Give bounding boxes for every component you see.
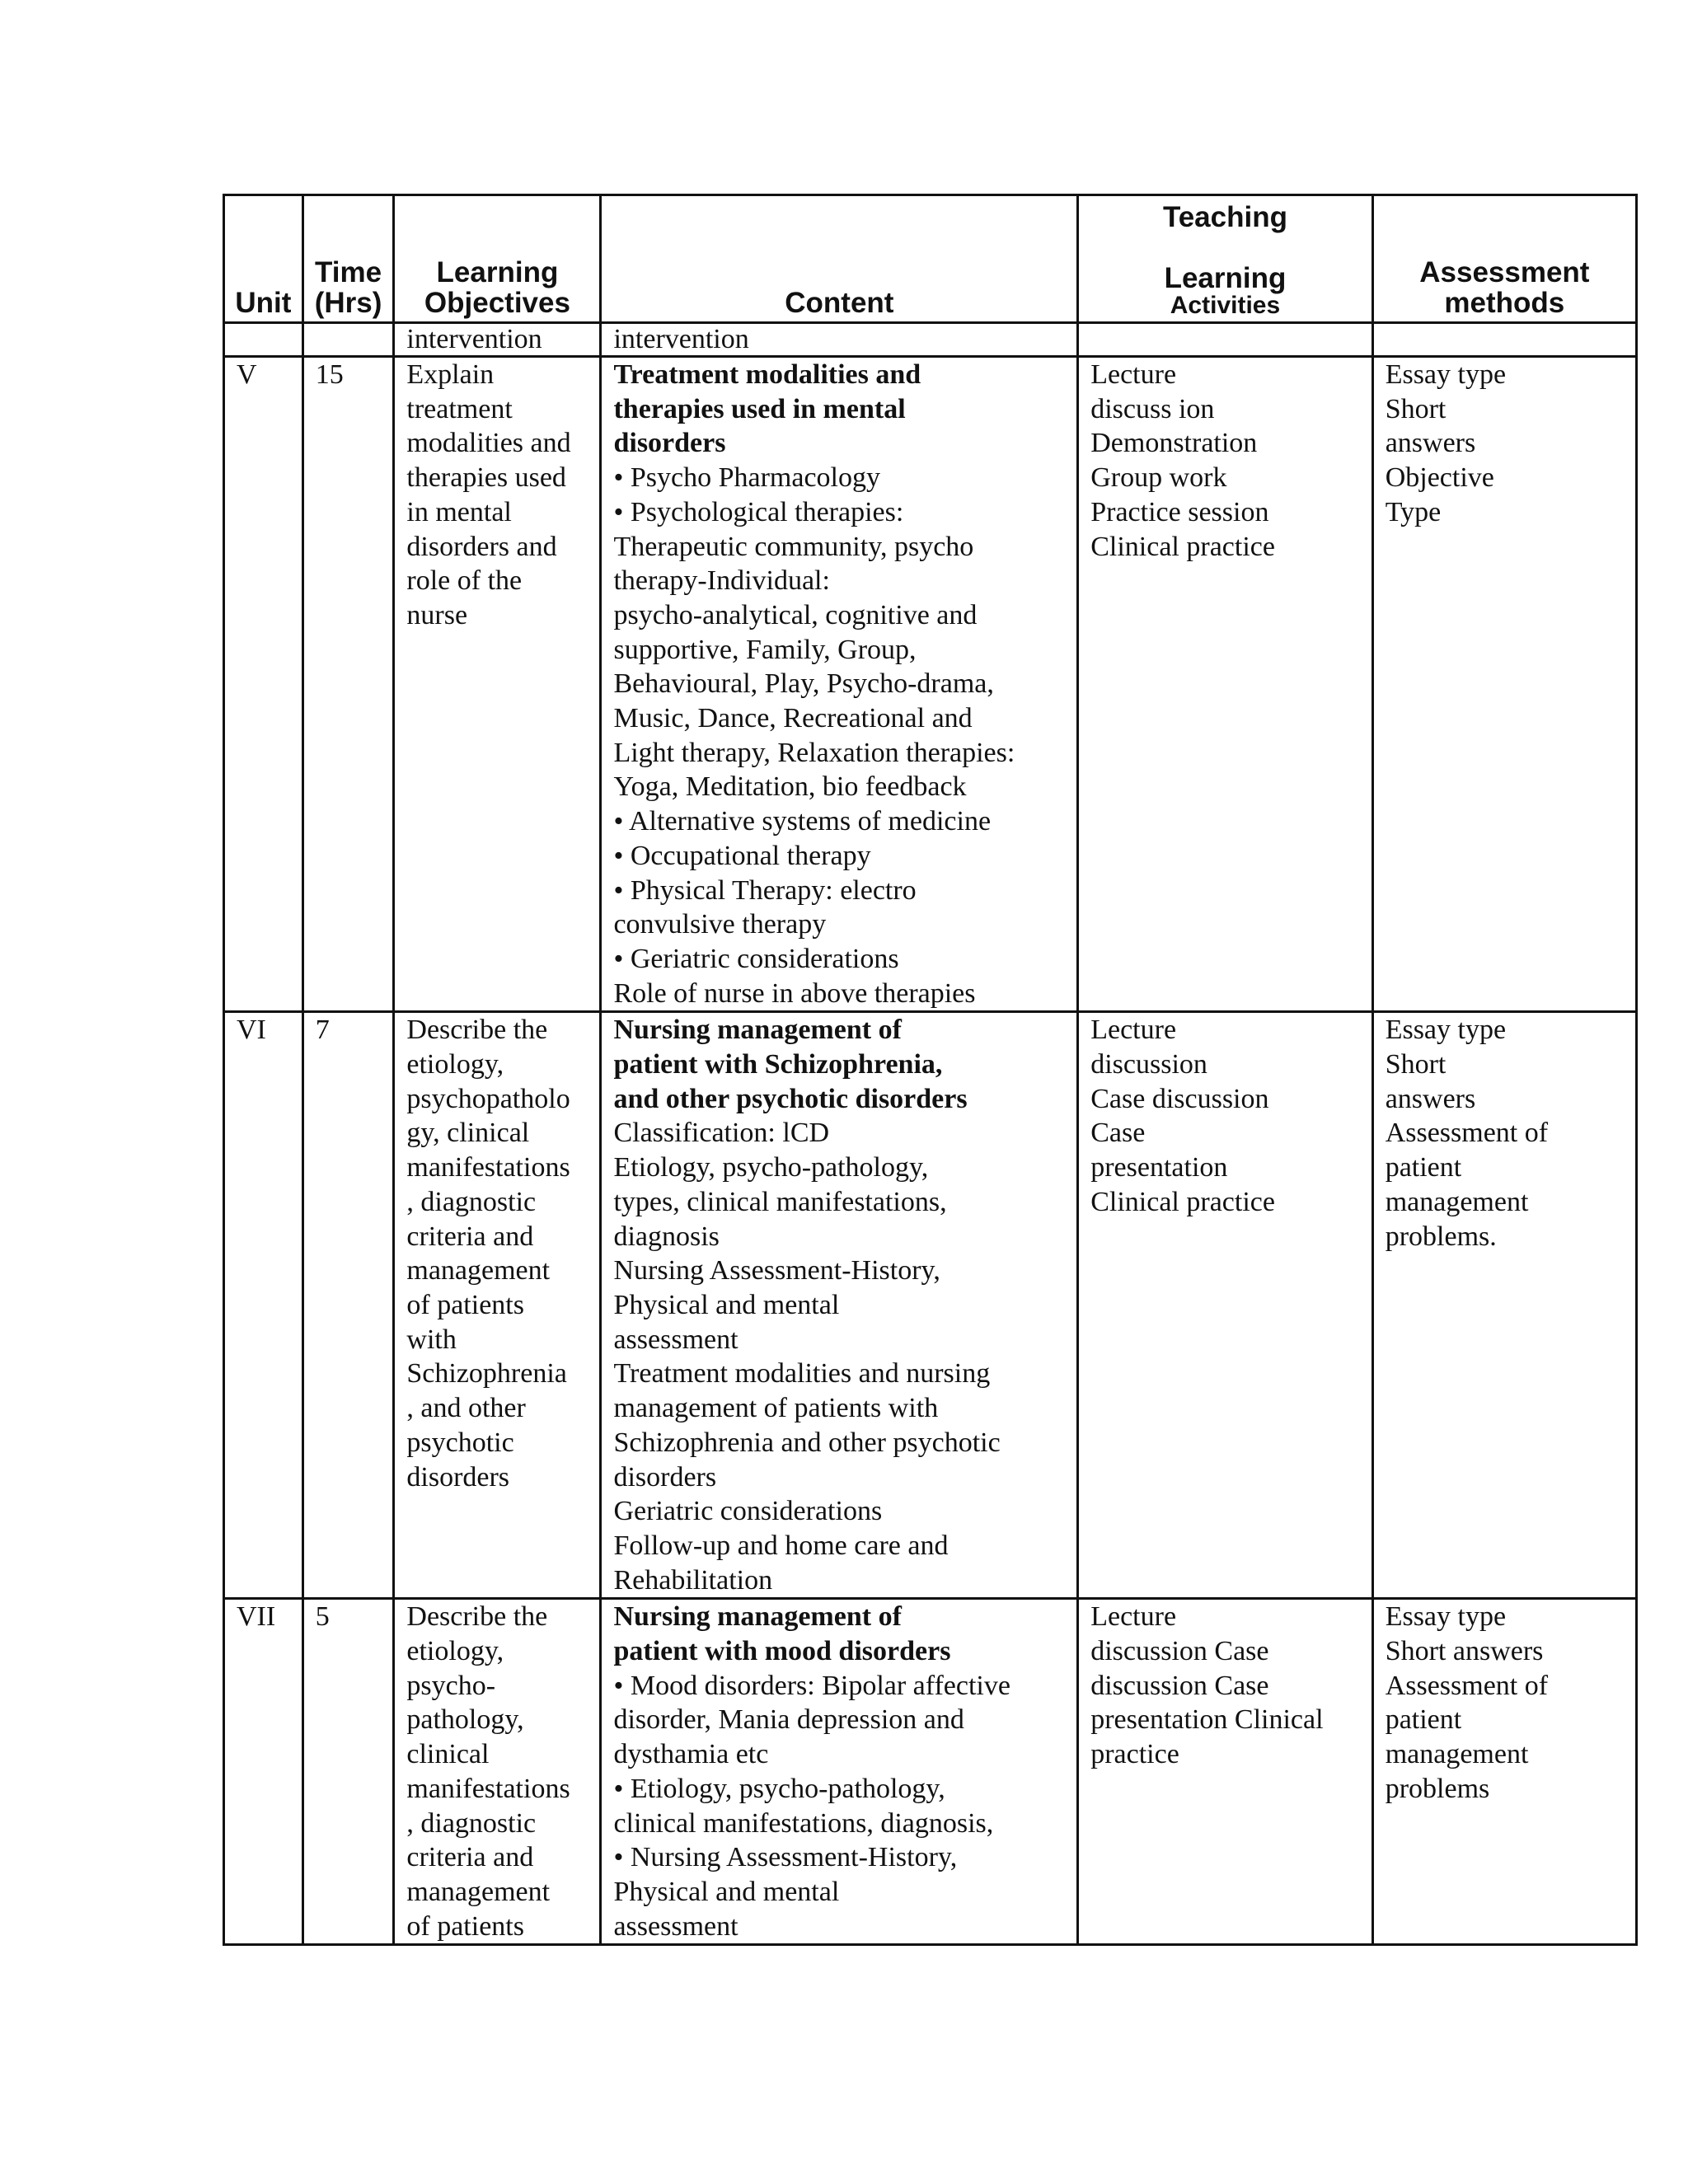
cell-activities-line: Clinical practice: [1090, 531, 1275, 562]
cell-activities-line: discussion: [1090, 1049, 1207, 1080]
cell-objectives-line: modalities and: [406, 428, 571, 459]
cell-content-line: types, clinical manifestations,: [613, 1186, 947, 1217]
unit-row: [224, 1599, 1637, 1945]
cell-content-line: • Psycho Pharmacology: [613, 462, 880, 494]
cell-content-line: Etiology, psycho-pathology,: [613, 1152, 929, 1183]
cell-time: 15: [302, 357, 394, 1012]
cell-activities-line: discussion Case: [1090, 1636, 1269, 1667]
cell-assessment-line: patient: [1385, 1152, 1462, 1183]
cell-content-line: Physical and mental: [613, 1876, 840, 1907]
cell-activities-line: discuss ion: [1090, 393, 1215, 424]
cell-time: 7: [302, 1012, 394, 1599]
cell-content-line: Light therapy, Relaxation therapies:: [613, 737, 1015, 768]
cell-objectives-line: Describe the: [406, 1015, 548, 1046]
cell-assessment-line: Type: [1385, 496, 1442, 527]
cell-objectives-line: disorders: [406, 1461, 510, 1493]
cell-objectives: [394, 1599, 601, 1945]
content-heading-line: therapies used in mental: [613, 393, 906, 424]
cell-assessment-line: Essay type: [1385, 1015, 1507, 1046]
content-heading-line: patient with mood disorders: [613, 1636, 951, 1667]
cell-objectives: intervention: [394, 323, 601, 357]
cell-assessment: [1372, 323, 1636, 357]
cell-objectives-line: of patients: [406, 1289, 524, 1320]
cell-content-line: diagnosis: [613, 1221, 720, 1252]
cell-activities-line: discussion Case: [1090, 1670, 1269, 1701]
cell-assessment-line: Short: [1385, 393, 1447, 424]
cell-content-line: Physical and mental: [613, 1289, 840, 1320]
cell-content-line: disorder, Mania depression and: [613, 1704, 964, 1736]
cell-objectives-line: psychopatholo: [406, 1083, 570, 1114]
cell-activities: [1078, 1599, 1372, 1945]
cell-objectives-line: management: [406, 1876, 551, 1907]
cell-content-line: disorders: [613, 1461, 717, 1493]
cell-unit: V: [224, 357, 303, 1012]
cell-activities-line: presentation: [1090, 1152, 1228, 1183]
cell-objectives-line: of patients: [406, 1910, 524, 1942]
cell-objectives-line: , diagnostic: [406, 1186, 537, 1217]
cell-content-line: supportive, Family, Group,: [613, 634, 917, 665]
cell-objectives-line: treatment: [406, 393, 513, 424]
header-activities: Teaching Learning Activities: [1078, 195, 1372, 323]
cell-content-line: Follow-up and home care and: [613, 1530, 949, 1561]
unit-row: [224, 1012, 1637, 1599]
continued-row: [224, 323, 1637, 357]
cell-assessment: [1372, 1012, 1636, 1599]
content-heading-line: Treatment modalities and: [613, 359, 921, 390]
cell-unit: [224, 323, 303, 357]
cell-assessment-line: answers: [1385, 428, 1476, 459]
cell-objectives-line: manifestations: [406, 1773, 570, 1804]
cell-objectives-line: pathology,: [406, 1704, 524, 1736]
cell-objectives-line: nurse: [406, 599, 468, 630]
cell-content-line: Geriatric considerations: [613, 1496, 883, 1527]
cell-activities: [1078, 323, 1372, 357]
cell-activities-line: Demonstration: [1090, 428, 1258, 459]
cell-activities-line: Clinical practice: [1090, 1186, 1275, 1217]
cell-objectives-line: criteria and: [406, 1221, 534, 1252]
content-heading-line: patient with Schizophrenia,: [613, 1049, 943, 1080]
header-time: Time (Hrs): [302, 195, 394, 323]
cell-activities-line: Lecture: [1090, 1601, 1177, 1633]
cell-assessment: [1372, 357, 1636, 1012]
cell-content-line: clinical manifestations, diagnosis,: [613, 1807, 994, 1839]
syllabus-table: [223, 194, 1638, 1946]
cell-objectives-line: Describe the: [406, 1601, 548, 1633]
cell-content-line: Behavioural, Play, Psycho-drama,: [613, 668, 994, 700]
unit-row: [224, 357, 1637, 1012]
cell-content-line: Rehabilitation: [613, 1564, 773, 1596]
content-heading-line: and other psychotic disorders: [613, 1083, 968, 1114]
cell-content-line: Therapeutic community, psycho: [613, 531, 974, 562]
content-heading-line: Nursing management of: [613, 1015, 902, 1046]
cell-content-line: management of patients with: [613, 1393, 939, 1424]
cell-objectives-line: disorders and: [406, 531, 557, 562]
cell-objectives-line: therapies used: [406, 462, 566, 494]
cell-objectives-line: role of the: [406, 565, 523, 597]
cell-objectives-line: , and other: [406, 1393, 526, 1424]
cell-objectives-line: Schizophrenia: [406, 1358, 567, 1390]
cell-activities-line: Lecture: [1090, 359, 1177, 390]
cell-assessment-line: Short answers: [1385, 1636, 1544, 1667]
content-heading-line: Nursing management of: [613, 1601, 902, 1633]
cell-time: 5: [302, 1599, 394, 1945]
cell-objectives: [394, 1012, 601, 1599]
cell-assessment-line: Assessment of: [1385, 1118, 1549, 1149]
cell-activities: [1078, 357, 1372, 1012]
cell-activities: [1078, 1012, 1372, 1599]
cell-content-line: • Psychological therapies:: [613, 496, 904, 527]
cell-content-line: • Occupational therapy: [613, 840, 871, 871]
cell-assessment-line: patient: [1385, 1704, 1462, 1736]
cell-content: intervention: [601, 323, 1078, 357]
cell-content-line: • Etiology, psycho-pathology,: [613, 1773, 945, 1804]
cell-content: [601, 1599, 1078, 1945]
header-assessment: Assessment methods: [1372, 195, 1636, 323]
cell-content-line: • Alternative systems of medicine: [613, 806, 992, 837]
cell-content-line: psycho-analytical, cognitive and: [613, 599, 978, 630]
cell-assessment-line: Objective: [1385, 462, 1494, 494]
cell-content-line: Schizophrenia and other psychotic: [613, 1427, 1001, 1458]
cell-objectives-line: clinical: [406, 1739, 490, 1770]
cell-content-line: dysthamia etc: [613, 1739, 769, 1770]
cell-objectives-line: with: [406, 1324, 457, 1355]
cell-activities-line: Lecture: [1090, 1015, 1177, 1046]
cell-objectives-line: etiology,: [406, 1636, 504, 1667]
cell-assessment-line: Short: [1385, 1049, 1447, 1080]
cell-objectives-line: etiology,: [406, 1049, 504, 1080]
cell-content-line: Role of nurse in above therapies: [613, 977, 976, 1009]
cell-content-line: assessment: [613, 1324, 738, 1355]
cell-assessment-line: answers: [1385, 1083, 1476, 1114]
content-heading-line: disorders: [613, 428, 726, 459]
cell-assessment-line: management: [1385, 1739, 1529, 1770]
cell-assessment-line: problems.: [1385, 1221, 1497, 1252]
cell-content: [601, 357, 1078, 1012]
cell-activities-line: Case discussion: [1090, 1083, 1269, 1114]
cell-content-line: Nursing Assessment-History,: [613, 1255, 940, 1286]
cell-unit: VI: [224, 1012, 303, 1599]
cell-activities-line: presentation Clinical: [1090, 1704, 1324, 1736]
cell-content-line: • Geriatric considerations: [613, 943, 899, 974]
cell-activities-line: Case: [1090, 1118, 1146, 1149]
cell-activities-line: Practice session: [1090, 496, 1269, 527]
cell-content-line: • Physical Therapy: electro: [613, 874, 917, 906]
cell-assessment: [1372, 1599, 1636, 1945]
cell-objectives-line: psycho-: [406, 1670, 496, 1701]
cell-time: [302, 323, 394, 357]
cell-objectives: [394, 357, 601, 1012]
header-unit: Unit: [224, 195, 303, 323]
cell-objectives-line: Explain: [406, 359, 495, 390]
cell-content: [601, 1012, 1078, 1599]
cell-content-line: assessment: [613, 1910, 738, 1942]
cell-content-line: Classification: lCD: [613, 1118, 830, 1149]
cell-assessment-line: management: [1385, 1186, 1529, 1217]
cell-objectives-line: criteria and: [406, 1842, 534, 1873]
cell-content-line: Music, Dance, Recreational and: [613, 703, 973, 734]
cell-activities-line: Group work: [1090, 462, 1227, 494]
header-content: Content: [601, 195, 1078, 323]
cell-activities-line: practice: [1090, 1739, 1179, 1770]
cell-assessment-line: problems: [1385, 1773, 1490, 1804]
cell-assessment-line: Assessment of: [1385, 1670, 1549, 1701]
cell-content-line: convulsive therapy: [613, 909, 827, 940]
cell-objectives-line: in mental: [406, 496, 512, 527]
cell-assessment-line: Essay type: [1385, 359, 1507, 390]
cell-content-line: • Nursing Assessment-History,: [613, 1842, 958, 1873]
cell-objectives-line: manifestations: [406, 1152, 570, 1183]
cell-content-line: therapy-Individual:: [613, 565, 830, 597]
cell-content-line: • Mood disorders: Bipolar affective: [613, 1670, 1010, 1701]
cell-objectives-line: gy, clinical: [406, 1118, 530, 1149]
cell-objectives-line: management: [406, 1255, 551, 1286]
cell-objectives-line: psychotic: [406, 1427, 514, 1458]
cell-assessment-line: Essay type: [1385, 1601, 1507, 1633]
cell-content-line: Treatment modalities and nursing: [613, 1358, 991, 1390]
header-row: [224, 195, 1637, 323]
cell-content-line: Yoga, Meditation, bio feedback: [613, 771, 967, 803]
cell-objectives-line: , diagnostic: [406, 1807, 537, 1839]
header-objectives: Learning Objectives: [394, 195, 601, 323]
cell-unit: VII: [224, 1599, 303, 1945]
